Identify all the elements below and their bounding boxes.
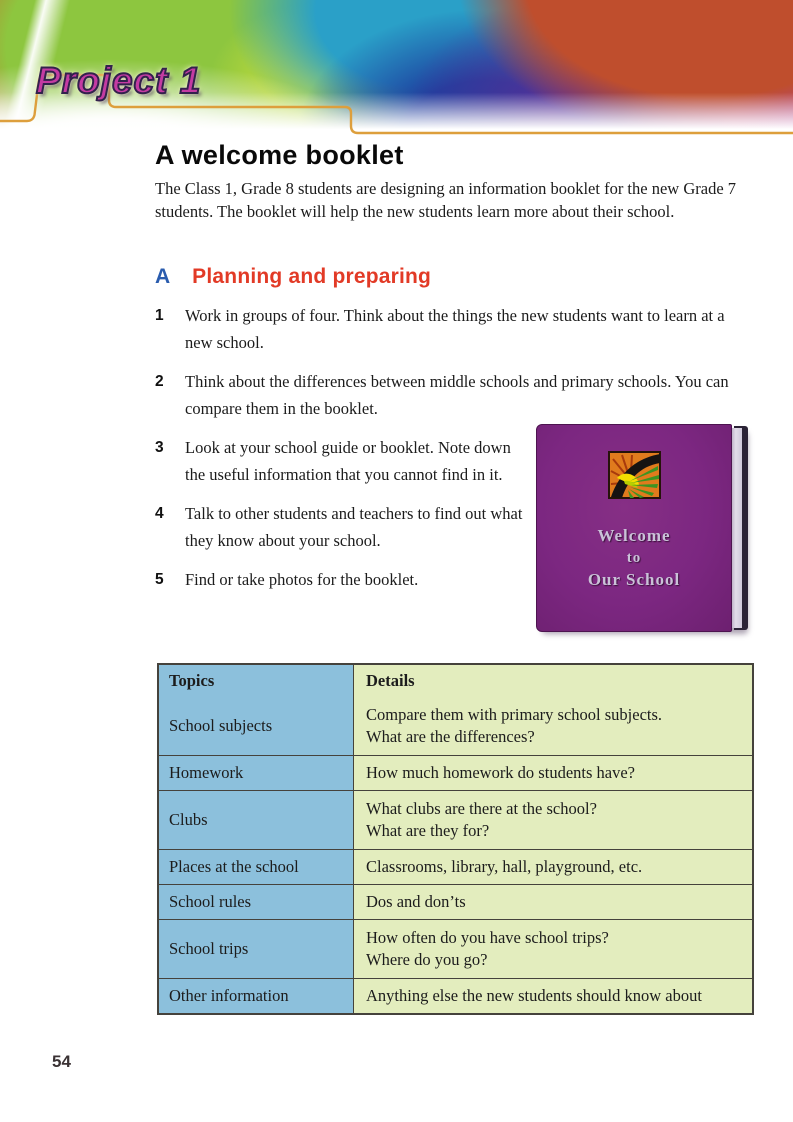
step-item: [155, 302, 753, 356]
project-banner-title: Project 1: [36, 60, 202, 101]
page-title: A welcome booklet: [155, 140, 404, 170]
details-line: Where do you go?: [366, 950, 488, 969]
details-line: How often do you have school trips?: [366, 928, 609, 947]
table-row: [159, 919, 752, 978]
details-cell: [354, 885, 752, 919]
topic-cell: Clubs: [159, 791, 354, 849]
details-line: What are they for?: [366, 821, 490, 840]
step-text: Find or take photos for the booklet.: [185, 570, 419, 589]
table-row: [159, 697, 752, 755]
table-row: [159, 884, 752, 919]
details-cell: [354, 756, 752, 790]
sunrise-logo-icon: [608, 451, 661, 499]
section-heading: [155, 265, 431, 289]
details-line: What are the differences?: [366, 727, 535, 746]
details-line: How much homework do students have?: [366, 763, 635, 782]
topics-table-body: [159, 697, 752, 1013]
step-number: 2: [155, 373, 164, 390]
section-title: Planning and preparing: [192, 265, 432, 288]
step-number: 1: [155, 307, 164, 324]
topics-table: [157, 663, 754, 1015]
welcome-booklet-image: [536, 424, 748, 634]
details-line: What clubs are there at the school?: [366, 799, 597, 818]
step-number: 4: [155, 505, 164, 522]
details-line: Classrooms, library, hall, playground, etc.: [366, 857, 643, 876]
topic-cell: Homework: [159, 756, 354, 790]
step-number: 5: [155, 571, 164, 588]
details-line: Dos and don’ts: [366, 892, 466, 911]
table-row: [159, 790, 752, 849]
step-text: Think about the differences between middle schools and primary schools. You can compare them in the booklet.: [185, 372, 729, 418]
table-row: [159, 978, 752, 1013]
topic-cell: School trips: [159, 920, 354, 978]
details-cell: [354, 850, 752, 884]
topic-cell: School rules: [159, 885, 354, 919]
booklet-front-cover: [536, 424, 732, 632]
table-header-row: [159, 665, 752, 697]
step-text: Work in groups of four. Think about the things the new students want to learn at a new school.: [185, 306, 725, 352]
booklet-line-1: Welcome: [597, 526, 671, 545]
details-cell: [354, 791, 752, 849]
booklet-line-3: Our School: [587, 570, 681, 589]
step-item: [155, 368, 753, 422]
intro-paragraph: The Class 1, Grade 8 students are designing an information booklet for the new Grade 7 students. The booklet will help the new students learn more about their school.: [155, 179, 737, 221]
topic-cell: Places at the school: [159, 850, 354, 884]
step-number: 3: [155, 439, 164, 456]
details-cell: [354, 979, 752, 1013]
details-line: Compare them with primary school subjects.: [366, 705, 663, 724]
details-cell: [354, 920, 752, 978]
step-text: Talk to other students and teachers to find out what they know about your school.: [185, 504, 523, 550]
topic-cell: School subjects: [159, 697, 354, 755]
table-header-topics: Topics: [159, 665, 354, 697]
table-row: [159, 849, 752, 884]
topic-cell: Other information: [159, 979, 354, 1013]
table-row: [159, 755, 752, 790]
details-cell: [354, 697, 752, 755]
booklet-cover-text: [537, 525, 731, 591]
section-letter: A: [155, 265, 171, 288]
step-text: Look at your school guide or booklet. Note down the useful information that you cannot find in it.: [185, 438, 511, 484]
page-number: 54: [52, 1052, 71, 1071]
table-header-details: Details: [354, 665, 752, 697]
details-line: Anything else the new students should know about: [366, 986, 702, 1005]
banner-artwork: [0, 0, 793, 136]
booklet-line-2: to: [626, 550, 642, 566]
